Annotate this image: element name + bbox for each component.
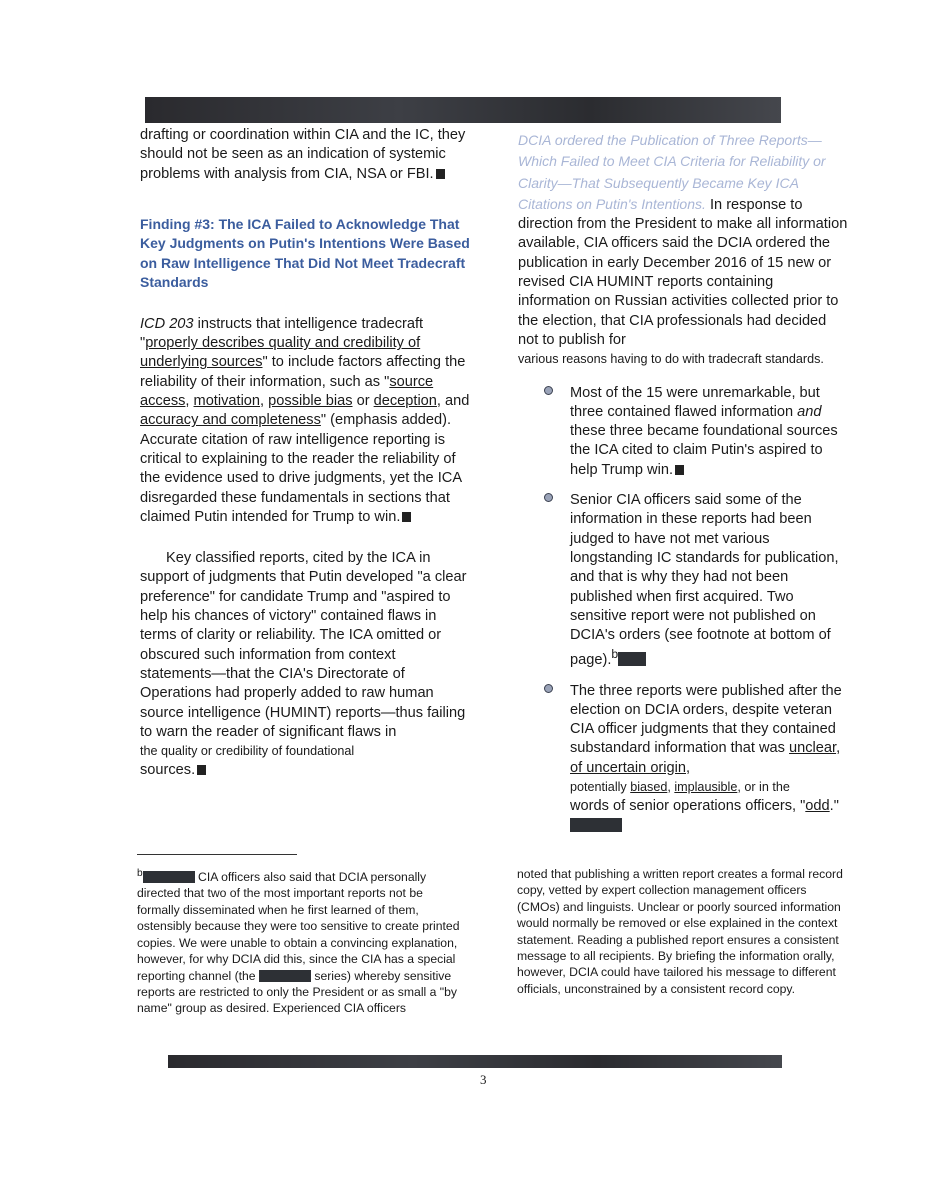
left-column xyxy=(140,126,470,781)
classification-mark xyxy=(436,169,445,179)
page-number: 3 xyxy=(480,1072,487,1087)
paragraph-continuation: drafting or coordination within CIA and the IC, they should not be seen as an indication of systemic problems with analysis from CIA, NSA or FBI. xyxy=(140,127,466,182)
redaction-block xyxy=(618,652,646,666)
redaction-block xyxy=(143,871,195,883)
bullet-icon xyxy=(544,386,553,395)
classification-mark xyxy=(675,465,684,475)
bullet-item: Most of the 15 were unremarkable, but three contained flawed information and these three became foundational sources the ICA cited to claim Putin's aspired to help Trump win. xyxy=(518,384,848,480)
bullet-icon xyxy=(544,684,553,693)
classification-mark xyxy=(402,512,411,522)
icd-203-paragraph: ICD 203 instructs that intelligence tradecraft "properly describes quality and credibility of underlying sources" to include factors affecting the reliability of their information, such as "source access, motivation, possible bias or deception, and accuracy and completeness" (emphasis added). Accurate citation of raw intelligence reporting is critical to explaining to the reader the reliability of the evidence used to drive judgments, yet the ICA disregarded these fundamentals in sections that claimed Putin intended for Trump to win. xyxy=(140,315,470,525)
redaction-block xyxy=(259,970,311,982)
footnote-right: noted that publishing a written report creates a formal record copy, vetted by expert collection management officers (CMOs) and linguists. Unclear or poorly sourced information would normally be removed or else explained in the context statement. Reading a published report ensures a consistent message to all recipients. By briefing the information orally, however, DCIA could have tailored his message to different officials, unconstrained by a consistent record copy. xyxy=(517,867,843,996)
key-reports-paragraph: Key classified reports, cited by the ICA in support of judgments that Putin developed "a clear preference" for candidate Trump and "aspired to help his chances of victory" contained flaws in terms of clarity or reliability. The ICA omitted or obscured such information from context statements—that the CIA's Directorate of Operations had properly added to raw human source intelligence (HUMINT) reports—thus failing to warn the reader of significant flaws in the quality or credibility of foundational sources. xyxy=(140,550,467,779)
bullet-icon xyxy=(544,493,553,502)
dcia-paragraph: DCIA ordered the Publication of Three Reports—Which Failed to Meet CIA Criteria for Reliability or Clarity—That Subsequently Became Key ICA Citations on Putin's Intentions. In response to direction from the President to make all information available, CIA officers said the DCIA ordered the publication in early December 2016 of 15 new or revised CIA HUMINT reports containing information on Russian activities collected prior to the election, that CIA professionals had decided not to publish for various reasons having to do with tradecraft standards. xyxy=(518,132,848,367)
finding-title: The ICA Failed to Acknowledge That Key Judgments on Putin's Intentions Were Based on Raw Intelligence That Did Not Meet Tradecraft Standards xyxy=(140,215,470,291)
right-column xyxy=(518,130,848,836)
bullet-item: The three reports were published after the election on DCIA orders, despite veteran CIA officer judgments that they contained substandard information that was unclear, of uncertain origin, potentially biased, implausible, or in the words of senior operations officers, "odd." xyxy=(518,682,848,836)
redaction-block xyxy=(570,818,622,832)
finding-number: Finding #3: xyxy=(140,215,215,232)
classification-mark xyxy=(197,765,206,775)
footnote-marker: b xyxy=(137,868,143,879)
footnote-divider xyxy=(137,854,297,855)
footnote-left: $^b$ CIA officers also said that DCIA personally directed that two of the most important reports not be formally disseminated when he first learned of them, ostensibly because they were too sensitive to create printed copies. We were unable to obtain a convincing explanation, however, for why DCIA did this, since the CIA has a special reporting channel (the series) whereby sensitive reports are restricted to only the President or as small a "by name" group as desired. Experienced CIA officers xyxy=(137,868,460,1016)
finding-3-heading xyxy=(140,215,470,293)
redaction-footer-bar xyxy=(168,1055,782,1068)
bullet-item: Senior CIA officers said some of the information in these reports had been judged to have not met various longstanding IC standards for publication, and that is why they had not been published when first acquired. Two sensitive report were not published on DCIA's orders (see footnote at bottom of page).$^b$ xyxy=(518,491,848,671)
redaction-header-bar xyxy=(145,97,781,123)
faded-heading: DCIA ordered the Publication of Three Reports—Which Failed to Meet CIA Criteria for Reliability or Clarity—That Subsequently Became Key ICA Citations on Putin's Intentions. xyxy=(518,132,826,212)
